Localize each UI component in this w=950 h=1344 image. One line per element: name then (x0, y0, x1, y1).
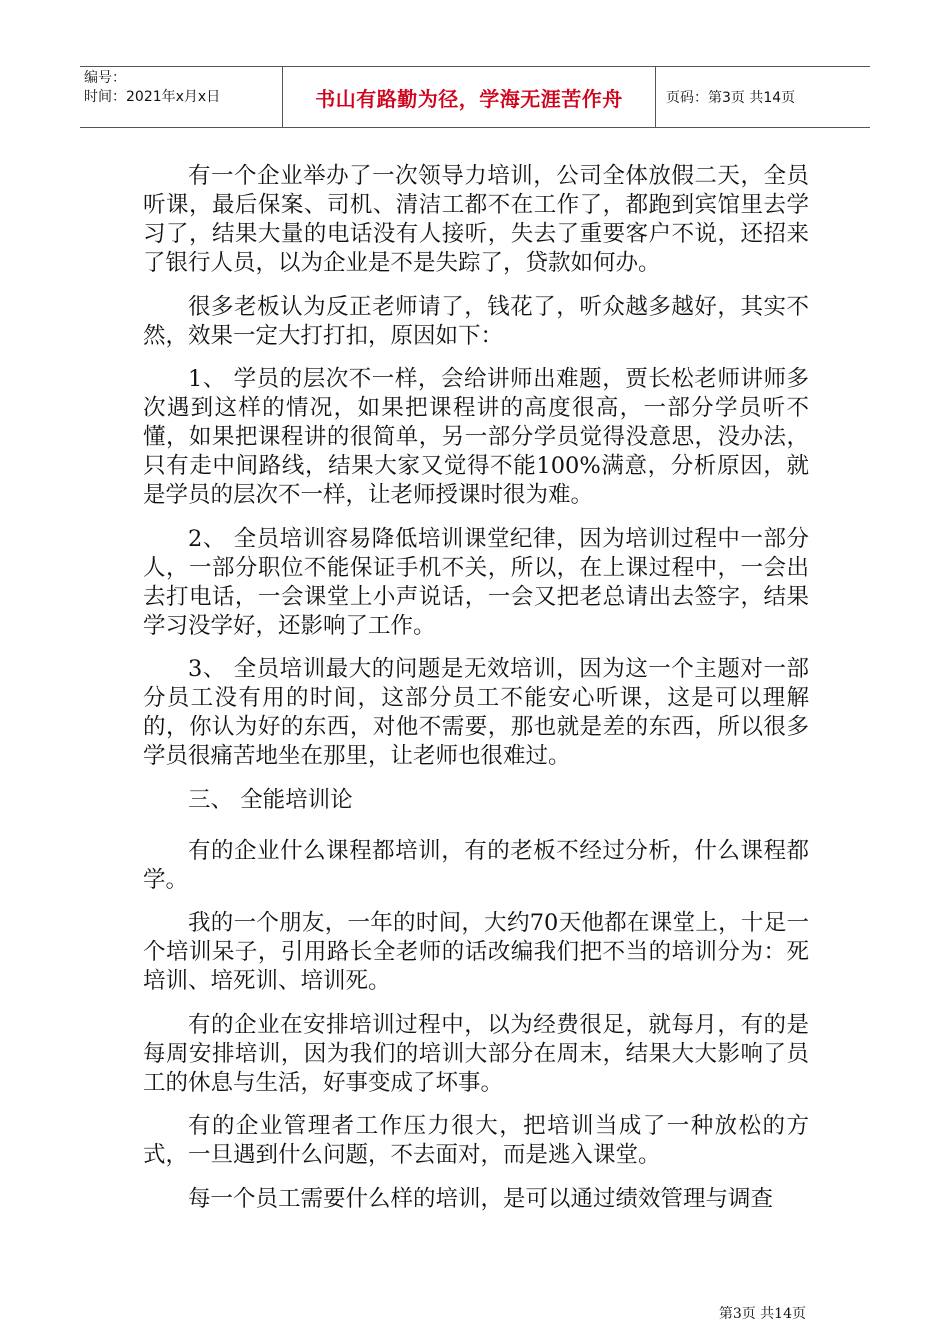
header-page-number: 页码：第3页 共14页 (666, 90, 796, 106)
paragraph-7: 我的一个朋友，一年的时间，大约70天他都在课堂上，十足一个培训呆子，引用路长全老师的话改编我们把不当的培训分为：死培训、培死训、培训死。 (143, 910, 809, 994)
header-meta (80, 67, 282, 127)
page-header (80, 66, 870, 128)
page-footer: 第3页 共14页 (718, 1306, 806, 1322)
paragraph-6: 有的企业什么课程都培训，有的老板不经过分析，什么课程都学。 (143, 837, 809, 893)
section-heading: 三、 全能培训论 (188, 786, 353, 813)
document-body (143, 162, 809, 1228)
document-time-label: 时间：2021年x月x日 (84, 89, 221, 105)
paragraph-3: 1、 学员的层次不一样，会给讲师出难题，贾长松老师讲师多次遇到这样的情况，如果把课程讲的高度很高，一部分学员听不懂，如果把课程讲的很简单，另一部分学员觉得没意思，没办法，只有走中间路线，结果大家又觉得不能100%满意，分析原因，就是学员的层次不一样，让老师授课时很为难。 (143, 366, 809, 508)
document-number-label: 编号： (84, 70, 126, 86)
paragraph-5: 3、 全员培训最大的问题是无效培训，因为这一个主题对一部分员工没有用的时间，这部分员工不能安心听课，这是可以理解的，你认为好的东西，对他不需要，那也就是差的东西，所以很多学员很痛苦地坐在那里，让老师也很难过。 (143, 656, 809, 769)
paragraph-2: 很多老板认为反正老师请了，钱花了，听众越多越好，其实不然，效果一定大打打扣，原因如下： (143, 293, 809, 349)
header-motto: 书山有路勤为径，学海无涯苦作舟 (282, 67, 656, 127)
paragraph-8: 有的企业在安排培训过程中，以为经费很足，就每月，有的是每周安排培训，因为我们的培训大部分在周末，结果大大影响了员工的休息与生活，好事变成了坏事。 (143, 1011, 809, 1096)
paragraph-4: 2、 全员培训容易降低培训课堂纪律，因为培训过程中一部分人，一部分职位不能保证手机不关，所以，在上课过程中，一会出去打电话，一会课堂上小声说话，一会又把老总请出去签字，结果学习没学好，还影响了工作。 (143, 525, 809, 639)
paragraph-9: 有的企业管理者工作压力很大，把培训当成了一种放松的方式，一旦遇到什么问题，不去面对，而是逃入课堂。 (143, 1113, 809, 1168)
paragraph-10: 每一个员工需要什么样的培训，是可以通过绩效管理与调查 (188, 1185, 774, 1212)
paragraph-1: 有一个企业举办了一次领导力培训，公司全体放假二天，全员听课，最后保案、司机、清洁工都不在工作了，都跑到宾馆里去学习了，结果大量的电话没有人接听，失去了重要客户不说，还招来了银行人员，以为企业是不是失踪了，贷款如何办。 (143, 163, 809, 276)
